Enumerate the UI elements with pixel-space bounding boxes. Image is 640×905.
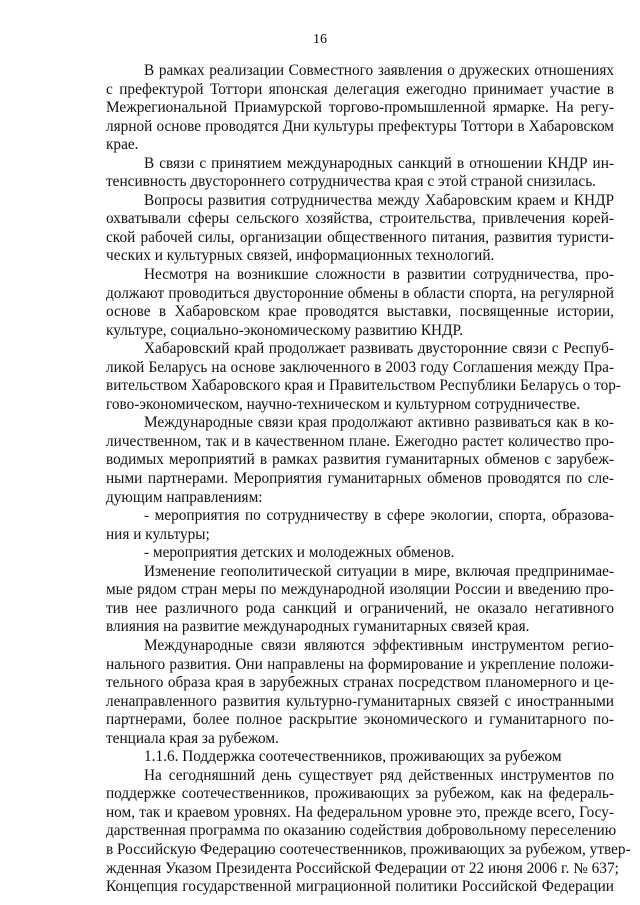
text-line: тельного образа края в зарубежных странах посредством планомерного и це-	[106, 674, 614, 692]
text-line: жденная Указом Президента Российской Федерации от 22 июня 2006 г. № 637;	[106, 859, 619, 877]
text-line: культуре, социально-экономическому развитию КНДР.	[106, 321, 463, 339]
text-line: тив нее различного рода санкций и ограничений, не оказало негативного	[106, 599, 614, 617]
text-line: гово-экономическом, научно-техническом и культурном сотрудничестве.	[106, 395, 581, 413]
text-line: ленаправленного развития культурно-гуманитарных связей с иностранными	[106, 692, 614, 710]
text-line: нального развития. Они направлены на формирование и укрепление положи-	[106, 655, 614, 673]
text-line: партнерами, более полное раскрытие экономического и гуманитарного по-	[106, 711, 614, 729]
text-line: основе в Хабаровском крае проводятся выставки, посвященные истории,	[106, 303, 614, 321]
text-line: Изменение геополитической ситуации в мире, включая предпринимае-	[144, 562, 614, 580]
text-line: ской рабочей силы, организации общественного питания, развития туристи-	[106, 228, 614, 246]
text-line: личественном, так и в качественном плане. Ежегодно растет количество про-	[106, 432, 614, 450]
text-line: влияния на развитие международных гуманитарных связей края.	[106, 618, 530, 636]
text-line: Несмотря на возникшие сложности в развитии сотрудничества, про-	[144, 266, 614, 284]
text-line: Вопросы развития сотрудничества между Хабаровским краем и КНДР	[144, 191, 614, 209]
text-line: лярной основе проводятся Дни культуры префектуры Тоттори в Хабаровском	[106, 117, 614, 135]
text-line: Хабаровский край продолжает развивать двусторонние связи с Респуб-	[144, 340, 614, 358]
text-line: Международные связи края продолжают активно развиваться как в ко-	[144, 414, 614, 432]
text-line: На сегодняшний день существует ряд действенных инструментов по	[144, 766, 614, 784]
page-number: 16	[313, 32, 327, 47]
text-line: Международные связи являются эффективным инструментом регио-	[144, 636, 614, 654]
text-line: тенсивность двустороннего сотрудничества края с этой страной снизилась.	[106, 173, 596, 191]
text-line: Концепция государственной миграционной политики Российской Федерации	[106, 878, 614, 896]
text-line: ном, так и краевом уровнях. На федеральном уровне это, прежде всего, Госу-	[106, 803, 614, 821]
text-line: дующим направлениям:	[106, 488, 263, 506]
text-line: ликой Беларусь на основе заключенного в 2003 году Соглашения между Пра-	[106, 358, 614, 376]
text-line: крае.	[106, 136, 139, 154]
text-line: поддержке соотечественников, проживающих за рубежом, как на федераль-	[106, 785, 614, 803]
text-line: с префектурой Тоттори японская делегация ежегодно принимает участие в	[106, 80, 614, 98]
text-line: Межрегиональной Приамурской торгово-промышленной ярмарке. На регу-	[106, 99, 614, 117]
text-line: ными партнерами. Мероприятия гуманитарных обменов проводятся по сле-	[106, 470, 614, 488]
text-line: вительством Хабаровского края и Правительством Республики Беларусь о тор-	[106, 377, 622, 395]
text-line: ческих и культурных связей, информационных технологий.	[106, 247, 495, 265]
text-line: - мероприятия детских и молодежных обменов.	[144, 544, 455, 562]
text-line: 1.1.6. Поддержка соотечественников, проживающих за рубежом	[144, 748, 562, 766]
text-line: - мероприятия по сотрудничеству в сфере экологии, спорта, образова-	[144, 507, 614, 525]
document-body	[106, 62, 631, 897]
text-line: мые рядом стран меры по международной изоляции России и введению про-	[106, 581, 614, 599]
text-line: В связи с принятием международных санкций в отношении КНДР ин-	[144, 154, 614, 172]
text-line: водимых мероприятий в рамках развития гуманитарных обменов с зарубеж-	[106, 451, 614, 469]
text-line: должают проводиться двусторонние обмены в области спорта, на регулярной	[106, 284, 614, 302]
text-line: В рамках реализации Совместного заявления о дружеских отношениях	[144, 62, 614, 79]
text-line: дарственная программа по оказанию содействия добровольному переселению	[106, 822, 617, 840]
text-line: тенциала края за рубежом.	[106, 729, 279, 747]
text-line: в Российскую Федерацию соотечественников, проживающих за рубежом, утвер-	[106, 840, 631, 858]
text-line: ния и культуры;	[106, 525, 210, 543]
text-line: охватывали сферы сельского хозяйства, строительства, привлечения корей-	[106, 210, 614, 228]
